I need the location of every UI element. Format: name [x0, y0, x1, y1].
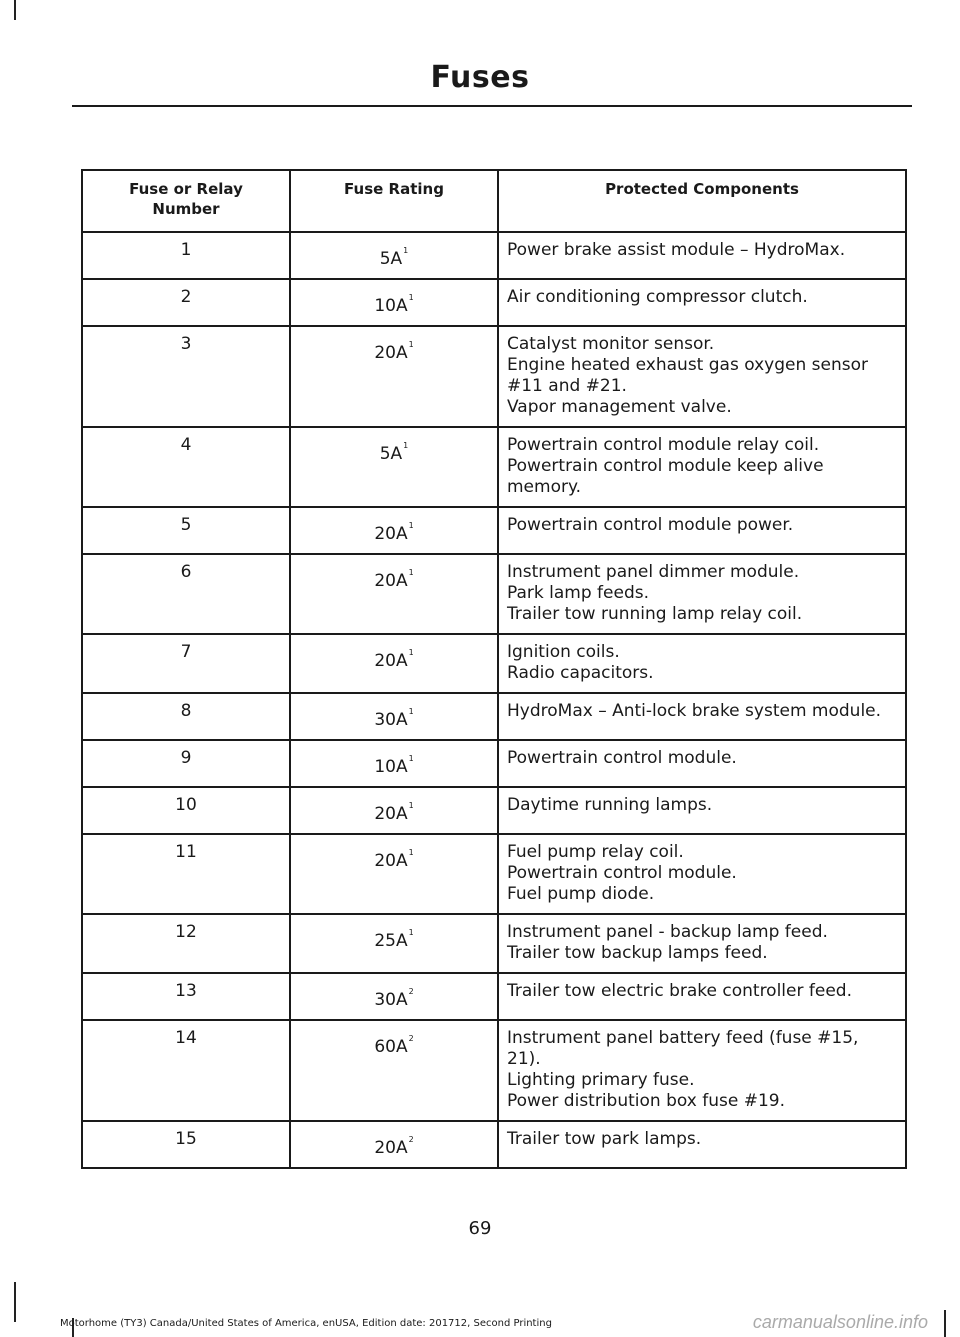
fuse-number-cell: 3 — [82, 326, 290, 427]
fuse-number-cell: 7 — [82, 634, 290, 693]
header-protected-components: Protected Components — [498, 170, 906, 232]
protected-components-cell — [498, 973, 906, 1020]
footnote-marker: 1 — [408, 801, 414, 810]
protected-components-cell — [498, 914, 906, 973]
footnote-marker: 2 — [408, 1034, 414, 1043]
fuse-rating-cell — [290, 427, 498, 507]
component-line: Ignition coils. — [507, 642, 620, 662]
component-line: Vapor management valve. — [507, 397, 732, 417]
fuse-rating-cell — [290, 232, 498, 279]
crop-mark-bottom-right — [944, 1310, 946, 1337]
fuse-number-cell: 1 — [82, 232, 290, 279]
fuse-rating-value: 25A — [374, 931, 408, 951]
crop-mark-bottom-left — [14, 1282, 16, 1322]
footnote-marker: 1 — [408, 568, 414, 577]
fuse-rating-value: 20A — [374, 1138, 408, 1158]
fuse-rating-cell — [290, 554, 498, 634]
component-line: Instrument panel dimmer module. — [507, 562, 800, 582]
component-line: Powertrain control module. — [507, 748, 737, 768]
footnote-marker: 1 — [408, 648, 414, 657]
footnote-marker: 1 — [408, 928, 414, 937]
fuse-rating-value: 5A — [379, 249, 403, 269]
fuse-rating-value: 20A — [374, 571, 408, 591]
protected-components-cell — [498, 232, 906, 279]
protected-components-cell — [498, 834, 906, 914]
footnote-marker: 1 — [408, 707, 414, 716]
fuse-number-cell: 4 — [82, 427, 290, 507]
fuse-rating-cell — [290, 973, 498, 1020]
component-line: Powertrain control module keep alive memory. — [507, 456, 824, 497]
fuse-number-cell: 14 — [82, 1020, 290, 1121]
component-line: Trailer tow park lamps. — [507, 1129, 702, 1149]
footnote-marker: 1 — [403, 441, 409, 450]
fuse-rating-cell — [290, 787, 498, 834]
protected-components-cell — [498, 279, 906, 326]
fuse-rating-cell — [290, 634, 498, 693]
fuse-rating-cell — [290, 1121, 498, 1168]
footnote-marker: 1 — [408, 754, 414, 763]
table-row — [82, 326, 906, 427]
table-row — [82, 634, 906, 693]
title-divider — [72, 105, 912, 107]
fuse-rating-cell — [290, 1020, 498, 1121]
fuse-rating-cell — [290, 326, 498, 427]
footnote-marker: 1 — [408, 293, 414, 302]
footnote-marker: 1 — [403, 246, 409, 255]
fuse-number-cell: 9 — [82, 740, 290, 787]
footnote-marker: 2 — [408, 987, 414, 996]
table-row — [82, 834, 906, 914]
table-row — [82, 279, 906, 326]
component-line: Trailer tow backup lamps feed. — [507, 943, 768, 963]
fuse-rating-value: 5A — [379, 444, 403, 464]
component-line: Powertrain control module power. — [507, 515, 794, 535]
component-line: Powertrain control module relay coil. — [507, 435, 820, 455]
footnote-marker: 1 — [408, 521, 414, 530]
fuse-rating-cell — [290, 914, 498, 973]
fuse-rating-value: 30A — [374, 990, 408, 1010]
fuse-rating-cell — [290, 834, 498, 914]
fuse-number-cell: 10 — [82, 787, 290, 834]
footnote-marker: 1 — [408, 848, 414, 857]
component-line: Power distribution box fuse #19. — [507, 1091, 785, 1111]
fuse-rating-cell — [290, 740, 498, 787]
component-line: Instrument panel battery feed (fuse #15, 21). — [507, 1028, 859, 1069]
fuse-rating-value: 60A — [374, 1037, 408, 1057]
footer-edition: Motorhome (TY3) Canada/United States of America, enUSA, Edition date: 201712, Second Printing — [60, 1318, 552, 1329]
table-row — [82, 1020, 906, 1121]
table-row — [82, 554, 906, 634]
fuse-table — [81, 169, 907, 1169]
protected-components-cell — [498, 1121, 906, 1168]
component-line: Trailer tow running lamp relay coil. — [507, 604, 803, 624]
table-row — [82, 693, 906, 740]
footnote-marker: 2 — [408, 1135, 414, 1144]
component-line: Power brake assist module – HydroMax. — [507, 240, 846, 260]
protected-components-cell — [498, 326, 906, 427]
fuse-number-cell: 13 — [82, 973, 290, 1020]
protected-components-cell — [498, 427, 906, 507]
fuse-rating-value: 30A — [374, 710, 408, 730]
fuse-rating-cell — [290, 507, 498, 554]
protected-components-cell — [498, 787, 906, 834]
header-fuse-rating: Fuse Rating — [290, 170, 498, 232]
table-row — [82, 973, 906, 1020]
table-row — [82, 507, 906, 554]
fuse-rating-value: 20A — [374, 651, 408, 671]
protected-components-cell — [498, 634, 906, 693]
fuse-rating-cell — [290, 279, 498, 326]
table-body — [82, 232, 906, 1168]
table-row — [82, 914, 906, 973]
fuse-number-cell: 5 — [82, 507, 290, 554]
header-fuse-number: Fuse or Relay Number — [82, 170, 290, 232]
fuse-rating-value: 20A — [374, 524, 408, 544]
table-row — [82, 232, 906, 279]
component-line: Instrument panel - backup lamp feed. — [507, 922, 828, 942]
page-number: 69 — [468, 1218, 492, 1239]
fuse-rating-value: 20A — [374, 804, 408, 824]
component-line: Lighting primary fuse. — [507, 1070, 695, 1090]
fuse-rating-value: 10A — [374, 757, 408, 777]
watermark: carmanualsonline.info — [752, 1312, 928, 1332]
fuse-rating-value: 10A — [374, 296, 408, 316]
footnote-marker: 1 — [408, 340, 414, 349]
component-line: Daytime running lamps. — [507, 795, 713, 815]
table-row — [82, 427, 906, 507]
page-title: Fuses — [430, 60, 530, 95]
protected-components-cell — [498, 740, 906, 787]
table-header-row — [82, 170, 906, 232]
component-line: Park lamp feeds. — [507, 583, 649, 603]
fuse-number-cell: 12 — [82, 914, 290, 973]
table-row — [82, 787, 906, 834]
component-line: Fuel pump diode. — [507, 884, 655, 904]
component-line: HydroMax – Anti-lock brake system module. — [507, 701, 882, 721]
component-line: Engine heated exhaust gas oxygen sensor #11 and #21. — [507, 355, 868, 396]
component-line: Fuel pump relay coil. — [507, 842, 684, 862]
component-line: Catalyst monitor sensor. — [507, 334, 715, 354]
protected-components-cell — [498, 693, 906, 740]
component-line: Trailer tow electric brake controller feed. — [507, 981, 852, 1001]
crop-mark-top-left — [14, 0, 16, 20]
protected-components-cell — [498, 1020, 906, 1121]
protected-components-cell — [498, 507, 906, 554]
fuse-rating-value: 20A — [374, 851, 408, 871]
table-row — [82, 1121, 906, 1168]
component-line: Radio capacitors. — [507, 663, 654, 683]
fuse-number-cell: 2 — [82, 279, 290, 326]
table-row — [82, 740, 906, 787]
fuse-number-cell: 11 — [82, 834, 290, 914]
fuse-number-cell: 6 — [82, 554, 290, 634]
fuse-rating-cell — [290, 693, 498, 740]
component-line: Powertrain control module. — [507, 863, 737, 883]
protected-components-cell — [498, 554, 906, 634]
fuse-number-cell: 15 — [82, 1121, 290, 1168]
fuse-number-cell: 8 — [82, 693, 290, 740]
fuse-rating-value: 20A — [374, 343, 408, 363]
component-line: Air conditioning compressor clutch. — [507, 287, 808, 307]
